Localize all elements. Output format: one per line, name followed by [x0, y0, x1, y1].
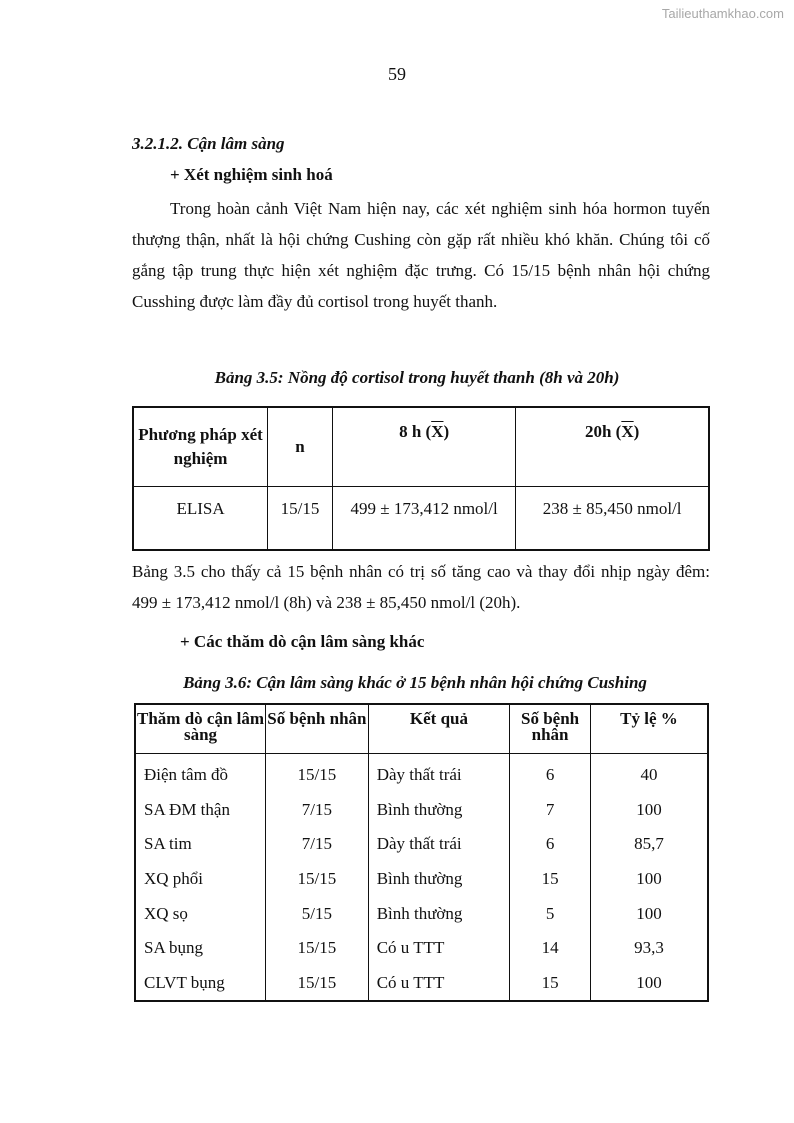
- cell-test: XQ sọ: [135, 896, 266, 931]
- cell-result: Có u TTT: [368, 966, 510, 1002]
- cell-percent: 100: [590, 966, 708, 1002]
- cell-percent: 100: [590, 896, 708, 931]
- header-20h: 20h $(\overline{X})$: [516, 407, 709, 487]
- table-header-row: [133, 407, 709, 487]
- cell-count: 6: [510, 827, 591, 862]
- cell-result: Bình thường: [368, 792, 510, 827]
- table-row: [135, 792, 708, 827]
- table-row: [135, 896, 708, 931]
- header-method: Phương pháp xét nghiệm: [133, 407, 268, 487]
- table-row: [135, 862, 708, 897]
- cell-count: 15: [510, 862, 591, 897]
- cortisol-table: [132, 406, 710, 551]
- paragraph-table-summary: Bảng 3.5 cho thấy cả 15 bệnh nhân có trị số tăng cao và thay đổi nhịp ngày đêm: 499 ± 173,412 nmol/l (8h) và 238 ± 85,450 nmol/l (20h).: [132, 562, 710, 612]
- cell-result: Dày thất trái: [368, 753, 510, 792]
- cell-patients: 15/15: [266, 862, 369, 897]
- header-test: Thăm dò cận lâm sàng: [135, 704, 266, 753]
- page-number: 59: [388, 64, 406, 84]
- cell-n: 15/15: [268, 487, 333, 550]
- table-3-5-caption: Bảng 3.5: Nồng độ cortisol trong huyết thanh (8h và 20h): [214, 368, 620, 387]
- header-result: Kết quả: [368, 704, 510, 753]
- table-3-6-caption: Bảng 3.6: Cận lâm sàng khác ở 15 bệnh nhân hội chứng Cushing: [183, 673, 647, 692]
- paragraph-intro: Trong hoàn cảnh Việt Nam hiện nay, các xét nghiệm sinh hóa hormon tuyến thượng thận, nhất là hội chứng Cushing còn gặp rất nhiều khó khăn. Chúng tôi cố gắng tập trung thực hiện xét nghiệm đặc trưng. Có 15/15 bệnh nhân hội chứng Cusshing được làm đầy đủ cortisol trong huyết thanh.: [132, 199, 710, 311]
- header-8h: 8 h $(\overline{X})$: [332, 407, 515, 487]
- header-n: n: [268, 407, 333, 487]
- cell-percent: 40: [590, 753, 708, 792]
- cell-count: 7: [510, 792, 591, 827]
- header-percent: Tỷ lệ %: [590, 704, 708, 753]
- cell-test: XQ phổi: [135, 862, 266, 897]
- cell-count: 14: [510, 931, 591, 966]
- table-row: [133, 487, 709, 550]
- cell-20h: 238 ± 85,450 nmol/l: [516, 487, 709, 550]
- cell-patients: 7/15: [266, 792, 369, 827]
- section-heading: 3.2.1.2. Cận lâm sàng: [132, 134, 285, 153]
- cell-result: Bình thường: [368, 896, 510, 931]
- cell-patients: 15/15: [266, 753, 369, 792]
- cell-percent: 100: [590, 792, 708, 827]
- other-tests-table: [134, 703, 709, 1002]
- cell-patients: 7/15: [266, 827, 369, 862]
- cell-patients: 15/15: [266, 931, 369, 966]
- cell-percent: 100: [590, 862, 708, 897]
- cell-8h: 499 ± 173,412 nmol/l: [332, 487, 515, 550]
- cell-patients: 5/15: [266, 896, 369, 931]
- cell-result: Có u TTT: [368, 931, 510, 966]
- watermark: Tailieuthamkhao.com: [661, 6, 784, 21]
- cell-percent: 85,7: [590, 827, 708, 862]
- cell-test: CLVT bụng: [135, 966, 266, 1002]
- cell-method: ELISA: [133, 487, 268, 550]
- cell-patients: 15/15: [266, 966, 369, 1002]
- subheading-other-tests: + Các thăm dò cận lâm sàng khác: [180, 632, 425, 651]
- cell-count: 5: [510, 896, 591, 931]
- header-count: Số bệnh nhân: [510, 704, 591, 753]
- header-patients: Số bệnh nhân: [266, 704, 369, 753]
- cell-percent: 93,3: [590, 931, 708, 966]
- table-row: [135, 753, 708, 792]
- subheading-biochemistry: + Xét nghiệm sinh hoá: [170, 165, 333, 184]
- table-header-row: [135, 704, 708, 753]
- table-row: [135, 966, 708, 1002]
- cell-count: 6: [510, 753, 591, 792]
- cell-test: SA ĐM thận: [135, 792, 266, 827]
- table-row: [135, 827, 708, 862]
- cell-test: SA tim: [135, 827, 266, 862]
- cell-result: Dày thất trái: [368, 827, 510, 862]
- cell-count: 15: [510, 966, 591, 1002]
- cell-test: Điện tâm đồ: [135, 753, 266, 792]
- table-row: [135, 931, 708, 966]
- cell-test: SA bụng: [135, 931, 266, 966]
- cell-result: Bình thường: [368, 862, 510, 897]
